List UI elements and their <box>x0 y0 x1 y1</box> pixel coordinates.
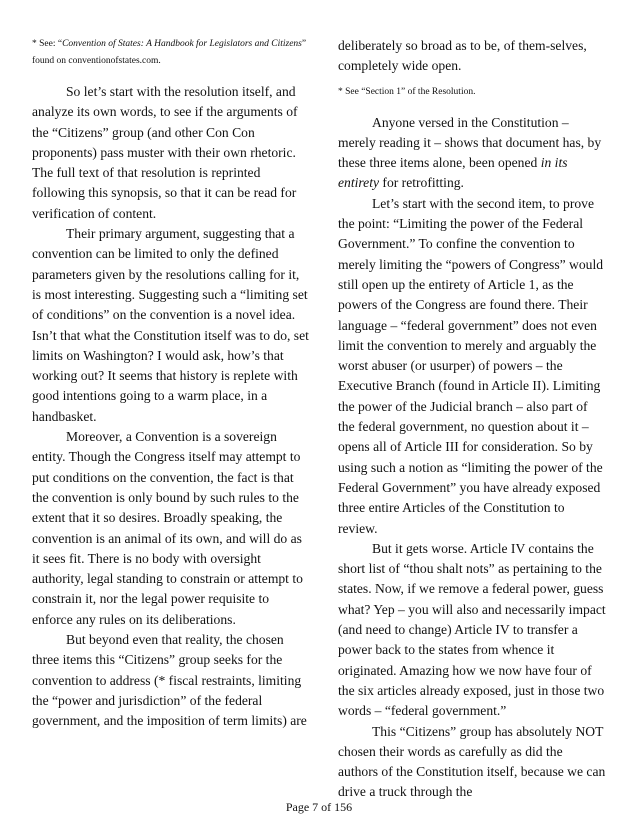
page-number: Page 7 of 156 <box>285 800 353 814</box>
footnote-resolution: * See “Section 1” of the Resolution. <box>338 86 476 97</box>
footnote-prefix: * See: “ <box>32 39 63 49</box>
paragraph: But beyond even that reality, the chosen three items this “Citizens” group seeks for the convention to address (* fiscal restraints, limiting the “power and jurisdiction” of the federal government, and the imposition of term limits) are <box>32 632 307 729</box>
footnote-suffix: ” found on conventionofstates.com. <box>32 39 307 66</box>
paragraph-continuation: deliberately so broad as to be, of them-selves, completely wide open. <box>338 38 587 74</box>
emphasis-text: in its entirety <box>338 155 568 191</box>
right-column <box>338 36 606 803</box>
paragraph: Let’s start with the second item, to prove the point: “Limiting the power of the Federal Government.” To confine the convention to merely limiting the “powers of Congress” would still open up the entirety of Article 1, as the powers of the Congress are found there. Their language – “federal government” does not even limit the convention to merely and arguably the worst abuser (or usurper) of powers – the Executive Branch (found in Article II). Limiting the power of the Judicial branch – also part of the federal government, no question about it – opens all of Article III for consideration. So by using such a notion as “limiting the power of the Federal Government” you have already exposed three entire Articles of the Constitution to review. <box>338 195 604 536</box>
footnote-handbook <box>32 36 310 70</box>
paragraph <box>338 113 606 194</box>
paragraph: So let’s start with the resolution itself, and analyze its own words, to see if the arguments of the “Citizens” group (and other Con Con proponents) pass muster with their own rhetoric. The full text of that resolution is reprinted following this synopsis, so that it can be read for verification of content. <box>32 84 298 221</box>
paragraph: But it gets worse. Article IV contains the short list of “thou shalt nots” as pertaining to the states. Now, if we remove a federal power, guess what? Yep – you will also and necessarily impact (and need to change) Article IV to transfer a power back to the states from whence it originated. Amazing how we now have four of the six articles already exposed, just in those two words – “federal government.” <box>338 540 606 719</box>
paragraph-text: for retrofitting. <box>379 175 464 191</box>
paragraph: Their primary argument, suggesting that a convention can be limited to only the defined parameters given by the resolutions calling for it, is most interesting. Suggesting such a “limiting set of conditions” on the convention is a novel idea. Isn’t that what the Constitution itself was to do, set limits on Washington? I would ask, how’s that working out? It seems that history is replete with good intentions going to a warm place, in a handbasket. <box>32 226 309 424</box>
paragraph-text: Anyone versed in the Constitution – merely reading it – shows that document has, by these three items alone, been opened <box>338 114 602 171</box>
left-column <box>32 36 310 732</box>
paragraph: This “Citizens” group has absolutely NOT chosen their words as carefully as did the authors of the Constitution itself, because we can drive a truck through the <box>338 723 606 800</box>
paragraph: Moreover, a Convention is a sovereign entity. Though the Congress itself may attempt to put conditions on the convention, the fact is that the convention is only bound by such rules to the extent that it so desires. Broadly speaking, the convention is an animal of its own, and will do as it sees fit. There is no body with oversight authority, legal standing to constrain or attempt to constrain it, nor the legal power requisite to enforce any rules on its deliberations. <box>32 429 303 627</box>
footnote-title: Convention of States: A Handbook for Legislators and Citizens <box>62 39 302 49</box>
